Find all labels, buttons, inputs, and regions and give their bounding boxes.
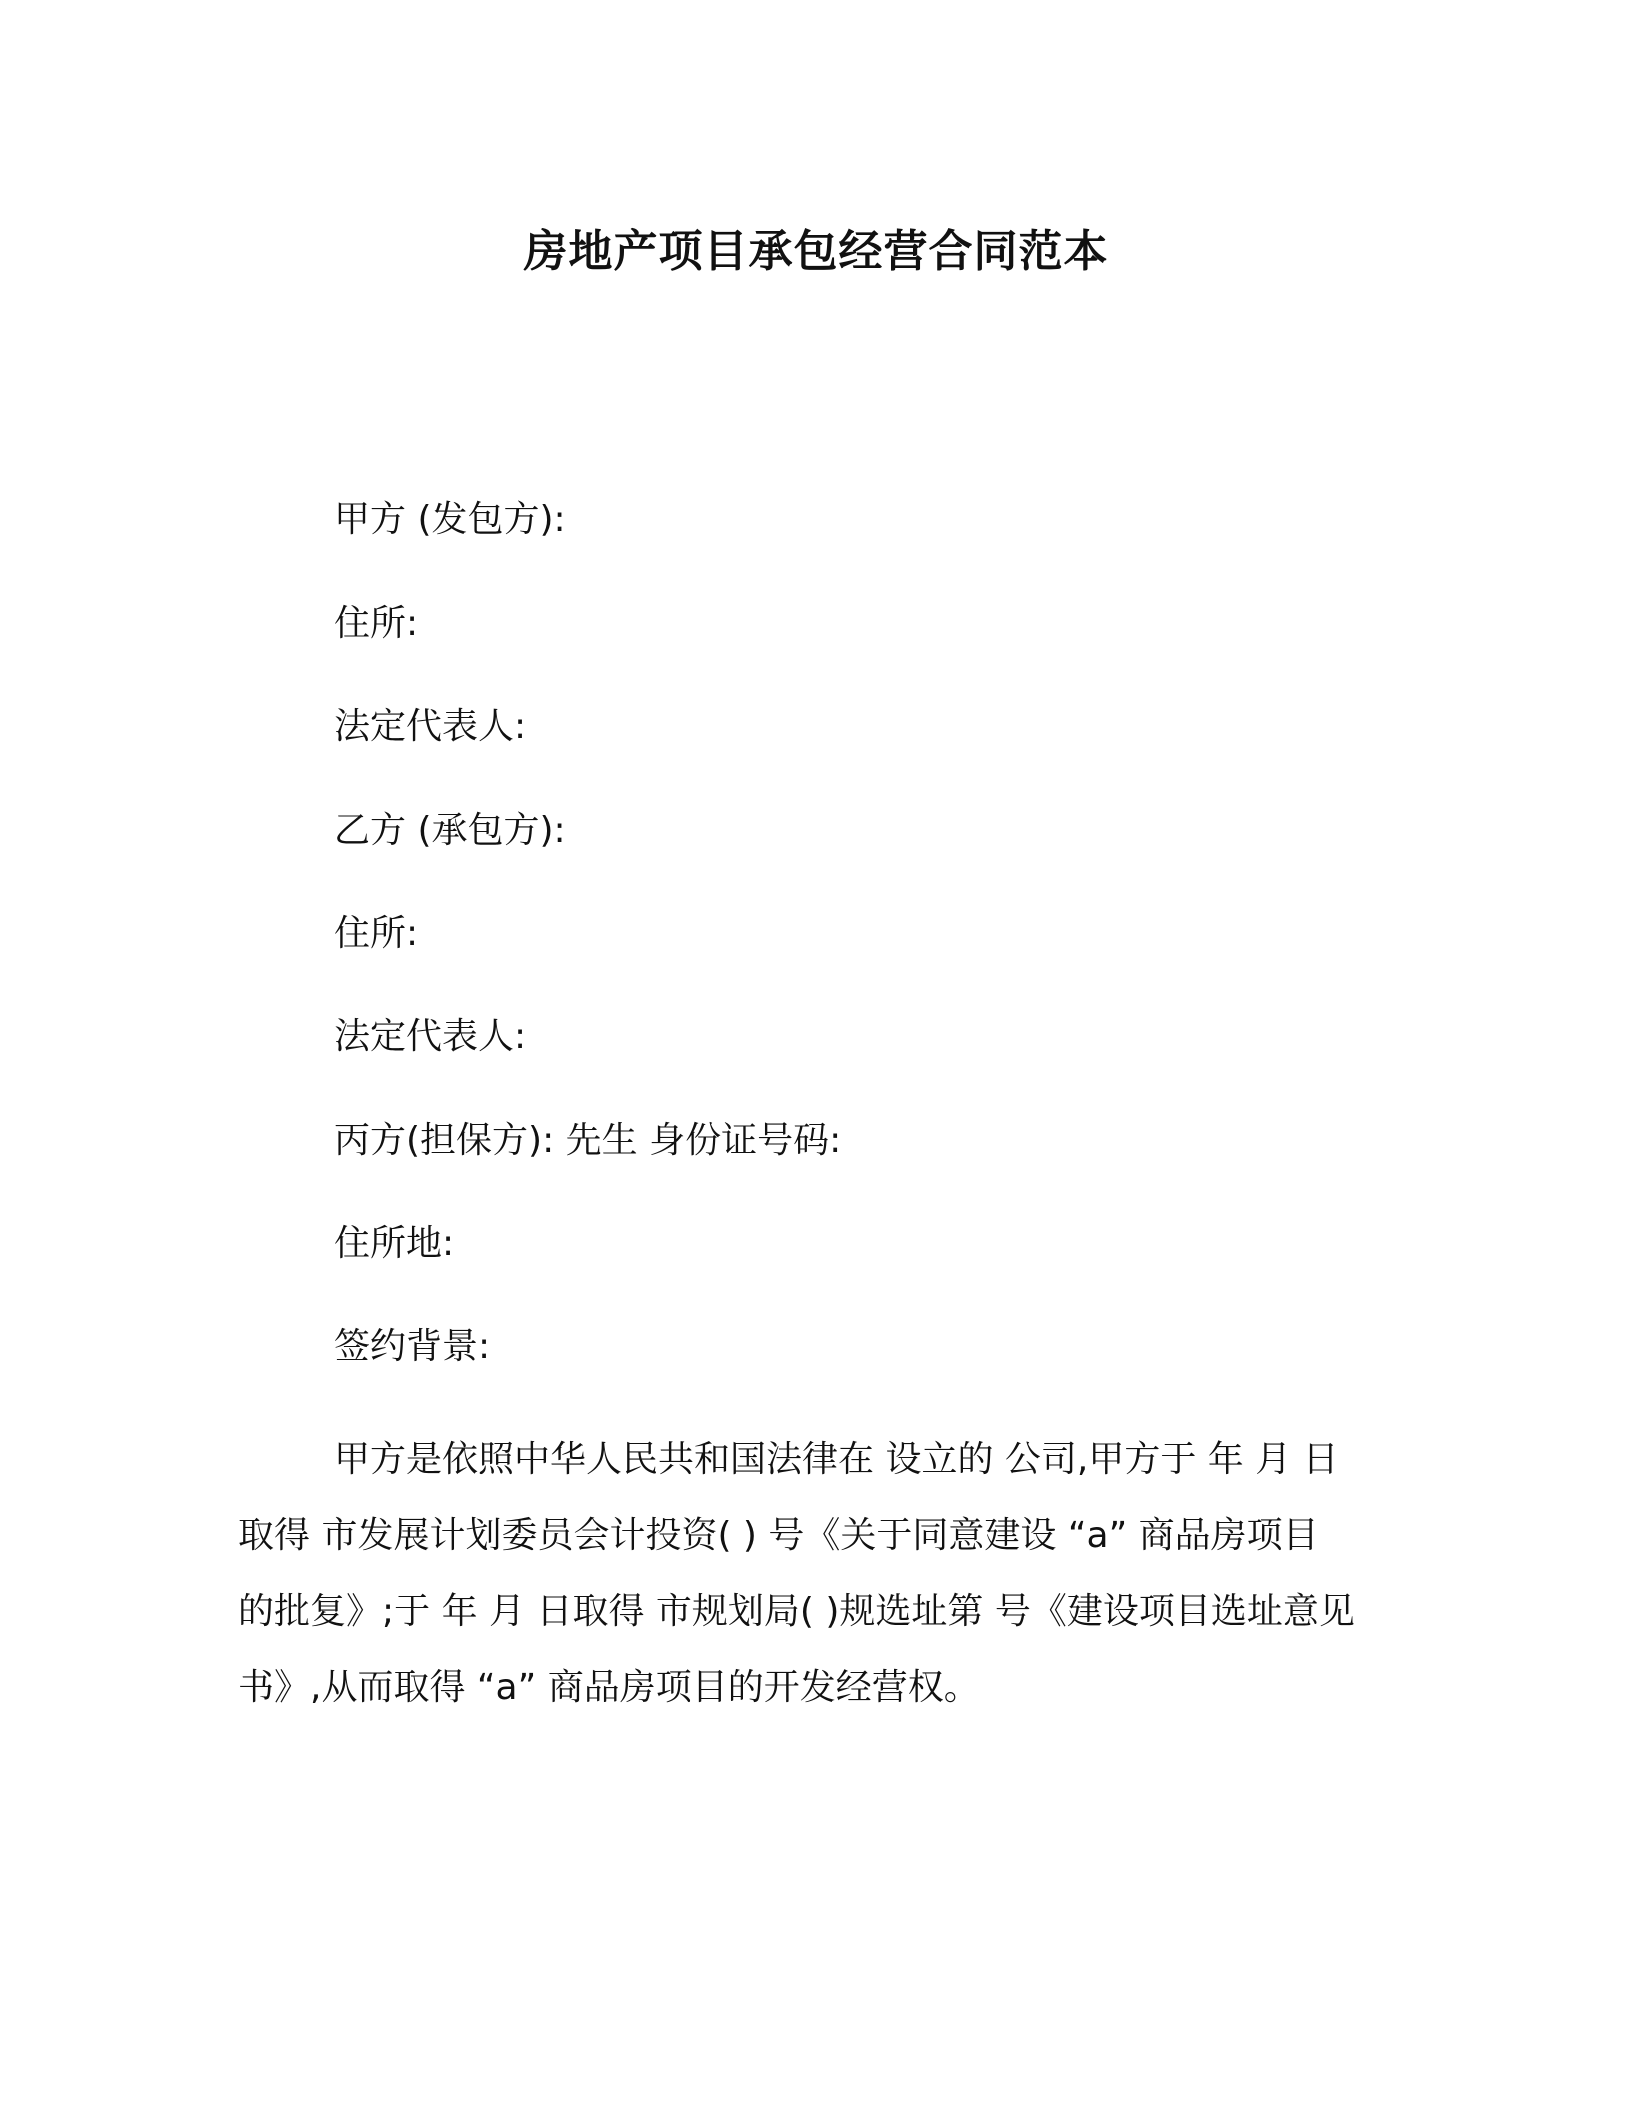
- guarantor-address-label: 住所地:: [334, 1223, 455, 1264]
- signing-background-heading: 签约背景:: [334, 1326, 491, 1367]
- party-b-label: 乙方 (承包方):: [334, 810, 566, 851]
- party-a-label: 甲方 (发包方):: [334, 499, 566, 540]
- party-b-address-label: 住所:: [334, 913, 419, 954]
- background-paragraph: [238, 1422, 1360, 1726]
- guarantor-label: 丙方(担保方): 先生 身份证号码:: [334, 1120, 842, 1161]
- paragraph-line: 的批复》;于 年 月 日取得 市规划局( )规选址第 号《建设项目选址意见: [238, 1591, 1355, 1632]
- document-title: 房地产项目承包经营合同范本: [523, 226, 1109, 277]
- party-a-legal-rep-label: 法定代表人:: [334, 706, 527, 747]
- party-b-legal-rep-label: 法定代表人:: [334, 1016, 527, 1057]
- paragraph-line: 取得 市发展计划委员会计投资( ) 号《关于同意建设 “a” 商品房项目: [238, 1515, 1319, 1556]
- party-a-address-label: 住所:: [334, 603, 419, 644]
- paragraph-line: 书》,从而取得 “a” 商品房项目的开发经营权。: [238, 1667, 980, 1708]
- paragraph-line: 甲方是依照中华人民共和国法律在 设立的 公司,甲方于 年 月 日: [334, 1439, 1339, 1480]
